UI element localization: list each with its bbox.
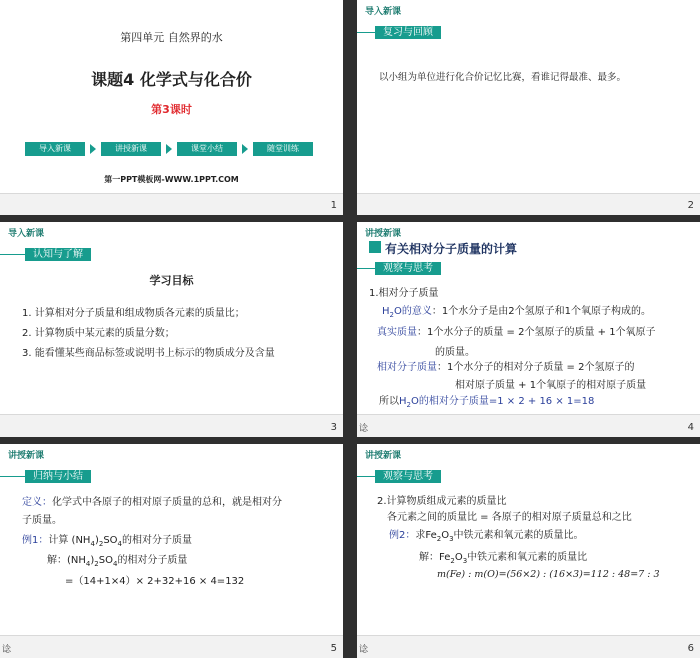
unit-title: 第四单元 自然界的水 (120, 31, 223, 44)
body-text: ：1个水分子是由2个氢原子和1个氧原子构成的。 (431, 306, 651, 317)
body-text: O (441, 530, 450, 541)
section-header: 讲授新课 (365, 229, 402, 239)
formula-text: 的相对分子质量 (117, 555, 188, 566)
label-text: 解： (419, 552, 439, 563)
tag-label: 认知与了解 (25, 248, 91, 261)
formula-subscript: 3 (462, 557, 468, 565)
formula-text: H (382, 306, 390, 317)
body-text: 计算 (NH (48, 535, 91, 546)
divider (0, 476, 25, 477)
rule-text: 各元素之间的质量比 = 各原子的相对原子质量总和之比 (387, 512, 632, 523)
slide-canvas (0, 222, 343, 415)
definition-line (22, 493, 282, 508)
formula-text: ) (90, 555, 95, 566)
example-line (22, 531, 192, 548)
body-text: ：1个水分子的质量 = 2个氢原子的质量 + 1个氧原子 (417, 327, 656, 338)
line-real-mass (377, 323, 656, 338)
formula-subscript: 4 (85, 560, 91, 568)
body-text: 以小组为单位进行化合价记忆比赛，看谁记得最准、最多。 (379, 72, 627, 83)
section-header: 讲授新课 (8, 451, 45, 461)
slide-6[interactable] (357, 444, 700, 658)
tag-label: 观察与思考 (375, 470, 441, 483)
label-text: 解： (47, 555, 67, 566)
body-text: 的质量。 (435, 347, 475, 358)
body-text: 所以 (379, 396, 399, 407)
chevron-right-icon (90, 144, 96, 154)
lesson-subtitle: 第3课时 (151, 103, 192, 116)
tag-label: 观察与思考 (375, 262, 441, 275)
example-line (389, 526, 584, 543)
page-number: 4 (687, 422, 694, 433)
line-meaning (382, 302, 651, 319)
formula-text: 中铁元素和氧元素的质量比 (467, 552, 588, 563)
divider (0, 254, 25, 255)
body-text: 中铁元素和氧元素的质量比。 (453, 530, 584, 541)
nav-button-summary[interactable]: 课堂小结 (177, 142, 237, 156)
page-number: 3 (330, 422, 337, 433)
label-text: 相对分子质量 (377, 362, 437, 373)
slide-footer (357, 635, 700, 658)
formula-subscript: 4 (90, 540, 95, 548)
slide-footer (357, 193, 700, 215)
section-header: 导入新课 (8, 229, 45, 239)
body-text: 求Fe (415, 530, 437, 541)
footer-mark: 谂 (2, 645, 12, 655)
body-text: ：1个水分子的相对分子质量 = 2个氢原子的 (437, 362, 635, 373)
divider (357, 32, 375, 33)
calculation: m(Fe) : m(O)=(56×2) : (16×3)=112 : 48=7 : 3 (437, 569, 660, 580)
slide-footer (357, 414, 700, 437)
slide-4[interactable] (357, 222, 700, 437)
body-text: 的相对分子质量 (122, 535, 192, 546)
line-relative-mass (377, 358, 634, 373)
slide-3[interactable] (0, 222, 343, 437)
formula-text: Fe (439, 552, 451, 563)
label-text: 定义： (22, 497, 52, 508)
nav-button-teach[interactable]: 讲授新课 (101, 142, 161, 156)
slide-2[interactable] (357, 0, 700, 215)
slide-canvas (357, 444, 700, 636)
formula-subscript: 2 (406, 401, 411, 409)
formula-subscript: 2 (436, 535, 442, 543)
body-text: 化学式中各原子的相对原子质量的总和，就是相对分 (52, 497, 282, 508)
slide-canvas (0, 0, 343, 193)
calculation: =（14+1×4）× 2+32+16 × 4=132 (65, 576, 245, 587)
page-number: 1 (330, 200, 337, 211)
lesson-title: 课题4 化学式与化合价 (91, 70, 252, 89)
slide-5[interactable] (0, 444, 343, 658)
page-number: 5 (330, 643, 337, 654)
formula-subscript: 3 (449, 535, 454, 543)
label-text: 例2： (389, 530, 416, 541)
page-number: 6 (687, 643, 694, 654)
goal-item: 3. 能看懂某些商品标签或说明书上标示的物质成分及含量 (22, 348, 275, 359)
formula-text: O的相对分子质量=1 × 2 + 16 × 1=18 (411, 396, 595, 407)
formula-subscript: 4 (112, 560, 118, 568)
heading: 学习目标 (149, 274, 194, 287)
formula-text: H (399, 396, 407, 407)
label-text: 例1： (22, 535, 49, 546)
formula-subscript: 2 (450, 557, 455, 565)
subsection-title: 1.相对分子质量 (369, 288, 439, 299)
slide-1[interactable] (0, 0, 343, 215)
slide-footer (0, 635, 343, 658)
subsection-title: 2.计算物质组成元素的质量比 (377, 496, 507, 507)
body-text: ) (94, 535, 99, 546)
footer-mark: 谂 (359, 424, 369, 434)
site-footer-text: 第一PPT模板网-WWW.1PPT.COM (104, 175, 239, 184)
formula-text: O的意义 (394, 306, 432, 317)
page-number: 2 (687, 200, 694, 211)
solution-line (419, 548, 587, 565)
nav-button-practice[interactable]: 随堂训练 (253, 142, 313, 156)
slide-canvas (0, 444, 343, 636)
label-text: 真实质量 (377, 327, 417, 338)
section-header: 导入新课 (365, 7, 402, 17)
section-header: 讲授新课 (365, 451, 402, 461)
chevron-right-icon (166, 144, 172, 154)
goal-item: 2. 计算物质中某元素的质量分数； (22, 328, 175, 339)
divider (357, 476, 375, 477)
goal-item: 1. 计算相对分子质量和组成物质各元素的质量比； (22, 308, 245, 319)
solution-line (47, 551, 187, 568)
tag-label: 复习与回顾 (375, 26, 441, 39)
nav-button-intro[interactable]: 导入新课 (25, 142, 85, 156)
formula-text: (NH (67, 555, 86, 566)
body-text: 子质量。 (22, 515, 62, 526)
slide-canvas (357, 222, 700, 415)
formula-subscript: 2 (94, 560, 99, 568)
slide-canvas (357, 0, 700, 193)
slide-footer (0, 193, 343, 215)
formula-text: SO (98, 555, 113, 566)
section-square-icon (369, 241, 381, 253)
formula-subscript: 4 (117, 540, 122, 548)
footer-mark: 谂 (359, 645, 369, 655)
slide-footer (0, 414, 343, 437)
chevron-right-icon (242, 144, 248, 154)
formula-text: O (454, 552, 463, 563)
line-result (379, 392, 594, 409)
formula-subscript: 2 (98, 540, 104, 548)
section-title: 有关相对分子质量的计算 (385, 242, 518, 256)
divider (357, 268, 375, 269)
formula-subscript: 2 (389, 311, 394, 319)
tag-label: 归纳与小结 (25, 470, 91, 483)
body-text: SO (103, 535, 118, 546)
body-text: 相对原子质量 + 1个氧原子的相对原子质量 (455, 380, 647, 391)
